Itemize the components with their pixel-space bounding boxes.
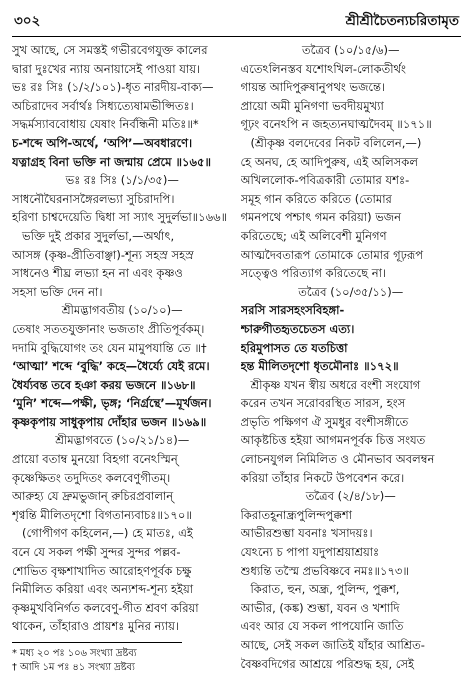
verse-line: সরসি সারসহংসবিহঙ্গা- [240, 303, 345, 318]
commentary-line: কৃষ্ণমুখবিনির্গত কলবেণু-গীত শ্রবণ করিয়া [12, 600, 199, 615]
verse-line: হরিণা চাশ্বদেয়েতি দ্বিধা সা স্যাৎ সুদুর্লভা॥১৬৬॥ [12, 210, 228, 225]
verse-line: এতেঽলিনস্তব যশোঽখিল-লোকতীর্থং [240, 61, 406, 76]
commentary-line: গমনপথে পশ্চাৎ গমন করিয়া) ভজন [240, 210, 401, 225]
footnote: * মধ্য ২০ পঃ ১০৬ সংখ্যা দ্রষ্টব্য [12, 648, 137, 659]
verse-line: প্রায়ো অমী মুনিগণা ভবদীয়মুখ্যা [240, 98, 384, 113]
verse-line: শুধ্যন্তি তস্মৈ প্রভবিষ্ণবে নমঃ॥১৭৩॥ [240, 563, 409, 578]
citation-line: শ্রীমদ্ভাগবতে (১০/২১/১৪)— [55, 433, 190, 448]
verse-line: শৃণ্বন্তি মীলিতদৃশো বিগতান্যবাচঃ॥১৭০॥ [12, 507, 192, 522]
verse-line: শ্চারুগীতহৃতচেতস এত্য। [240, 321, 355, 336]
payar-line: ‘মুনি’ শব্দে—পক্ষী, ভৃঙ্গ; ‘নির্গ্রন্থে’—মূর্খজন। [12, 396, 212, 411]
book-title: শ্রীশ্রীচৈতন্যচরিতামৃত [345, 13, 459, 29]
verse-line: আভীরশুম্ভা যবনাঃ খসাদয়ঃ। [240, 526, 373, 541]
commentary-line: (শ্রীকৃষ্ণ বলদেবের নিকট বলিলেন,—) [250, 135, 422, 150]
verse-line: গায়ন্ত আদিপুরুষানুপথং ভজন্তে। [240, 80, 386, 95]
citation-line: ভঃ রঃ সিঃ (১/২/১০১)-ধৃত নারদীয়-বাক্য— [12, 80, 214, 95]
citation-line: তত্রৈব (২/৪/১৮)— [305, 489, 396, 504]
citation-line: শ্রীমদ্ভাগবতীয় (১০/১০)— [61, 303, 183, 318]
text-line: দ্বারা দুঃখের ন্যায় অনায়াসেই পাওয়া যায়। [12, 61, 201, 76]
verse-line: কিরাতহূনান্ধ্রপুলিন্দপুক্কশা [240, 507, 352, 522]
commentary-line: (গোপীগণ কহিলেন,—) হে মাতঃ, এই [22, 526, 193, 541]
commentary-line: থাকেন, তাঁহারাও প্রায়শঃ মুনির ন্যায়। [12, 619, 179, 634]
commentary-line: সমূহ গান করিতে করিতে (তোমার [240, 191, 392, 206]
commentary-line: প্রভৃতি পক্ষিগণ ঐ সুমধুর বংশীসঙ্গীতে [240, 414, 409, 429]
commentary-line: সত্ত্বেও পরিত্যাগ করিতেছে না। [240, 266, 387, 281]
commentary-line: শ্রীকৃষ্ণ যখন স্বীয় অধরে বংশী সংযোগ [250, 377, 421, 392]
header-rule [12, 36, 461, 37]
payar-line: যত্নাগ্রহ বিনা ভক্তি না জন্মায় প্রেমে ॥১৬৫॥ [12, 154, 211, 169]
commentary-line: করেন তখন সরোবরস্থিত সারস, হংস [240, 396, 406, 411]
commentary-line: করিতেছে; এই অলিবেশী মুনিগণ [240, 228, 387, 243]
verse-line: অচিরাদেব সর্বার্থঃ সিধ্যত্যেষামভীপ্সিতঃ। [12, 98, 194, 113]
commentary-line: করিয়া তাঁহার নিকটে উপবেশন করে। [240, 470, 405, 485]
commentary-line: শোভিত বৃক্ষশাখাদিত আরোহণপূর্বক চক্ষু [12, 563, 192, 578]
verse-line: গূঢ়ং বনেঽপি ন জহত্যনঘাত্মদৈবম্ ॥১৭১॥ [240, 117, 432, 132]
payar-line: ‘আত্মা’ শব্দে ‘বুদ্ধি’ কহে—ধৈর্য্যে যেই রমে। [12, 359, 210, 374]
verse-line: প্রায়ো বতাম্ব মুনয়ো বিহগা বনেঽস্মিন্ [12, 452, 178, 467]
commentary-line: আছে, সেই সকল জাতিই যাঁহার আশ্রিত- [240, 638, 425, 652]
verse-line: তেষাং সততযুক্তানাং ভজতাং প্রীতিপূর্বকম্। [12, 321, 205, 336]
payar-line: চ-শব্দে অপি-অর্থে, ‘অপি’—অবধারণে। [12, 135, 193, 150]
commentary-line: আত্মদৈবতারূপ তোমাকে তোমার গূঢ়রূপ [240, 247, 424, 262]
commentary-line: সাধনেও শীঘ্র লভ্যা হন না এবং কৃষ্ণও [12, 266, 183, 281]
text-line: সুখ আছে, সে সমস্তই গভীরবেগযুক্ত কালের [12, 43, 208, 57]
commentary-line: ভক্তি দুই প্রকার সুদুর্লভা,—অর্থাৎ, [22, 228, 175, 243]
commentary-line: লোচনযুগল নিমিলিত ও মৌনভাব অবলম্বন [240, 452, 435, 467]
commentary-line: আকৃষ্টচিত্ত হইয়া আগমনপূর্বক চিত্ত সংযত [240, 433, 426, 448]
verse-line: সাধনৌঘৈরনাসঙ্গৈরলভ্যা সুচিরাদপি। [12, 191, 175, 206]
verse-line: কৃষ্ণেক্ষিতং তদুদিতং কলবেণুগীতম্। [12, 470, 171, 485]
commentary-line: সহসা ভক্তি দেন না। [12, 284, 103, 299]
payar-line: ধৈর্য্যবন্ত তবে হঞা করয় ভজনে ॥১৬৮॥ [12, 377, 196, 392]
left-column [12, 41, 233, 675]
commentary-line: কিরাত, হুন, অন্ধ্র, পুলিন্দ, পুক্কশ, [250, 582, 400, 597]
verse-line: যেঽন্যে চ পাপা যদুপাশ্রয়াশ্রয়াঃ [240, 545, 380, 560]
citation-line: তত্রৈব (১০/৩৫/১১)— [298, 284, 404, 299]
commentary-line: হে অনঘ, হে আদিপুরুষ, এই অলিসকল [240, 154, 418, 169]
verse-line: হরিমুপাসত তে যতচিত্তা [240, 340, 348, 355]
right-column [241, 41, 462, 675]
commentary-line: বৈষ্ণবদিগের আশ্রয়ে পরিশুদ্ধ হয়, সেই [240, 656, 415, 671]
verse-line: আরুহ্য যে দ্রুমভুজান্ রুচিরপ্রবালান্ [12, 489, 174, 504]
footnote: † আদি ১ম পঃ ৪১ সংখ্যা দ্রষ্টব্য [12, 662, 135, 673]
verse-line: সদ্ধর্মস্যাববোধায় যেষাং নির্বন্ধিনী মতিঃ॥* [12, 117, 199, 132]
commentary-line: অখিললোক-পবিত্রকারী তোমার যশঃ- [240, 173, 410, 188]
commentary-line: আভীর, (কঙ্ক) শুম্ভা, যবন ও খশাদি [240, 600, 400, 615]
commentary-line: বনে যে সকল পক্ষী সুন্দর সুন্দর পল্লব- [12, 545, 181, 560]
verse-line: হন্ত মীলিতদৃশো ধৃতমৌনাঃ ॥১৭২॥ [240, 359, 399, 374]
commentary-line: নিমীলিত করিয়া এবং অন্যশব্দ-শূন্য হইয়া [12, 582, 194, 597]
running-header [12, 10, 461, 36]
citation-line: ভঃ রঃ সিঃ (১/১/৩৫)— [65, 173, 179, 188]
page-number: ৩০২ [14, 13, 41, 29]
citation-line: তত্রৈব (১০/১৫/৬)— [301, 43, 400, 57]
footnote-separator [12, 642, 182, 643]
payar-line: কৃষ্ণকৃপায় সাধুকৃপায় দোঁহার ভজন ॥১৬৯॥ [12, 414, 207, 429]
verse-line: দদামি বুদ্ধিযোগং তং যেন মামুপযান্তি তে ॥† [12, 340, 207, 355]
commentary-line: আসঙ্গ (কৃষ্ণ-প্রীতিবাঞ্ছা)-শূন্য সহস্র সহস্র [12, 247, 194, 262]
commentary-line: এবং আর যে সকল পাপযোনি জাতি [240, 619, 404, 634]
text-columns [12, 41, 461, 675]
